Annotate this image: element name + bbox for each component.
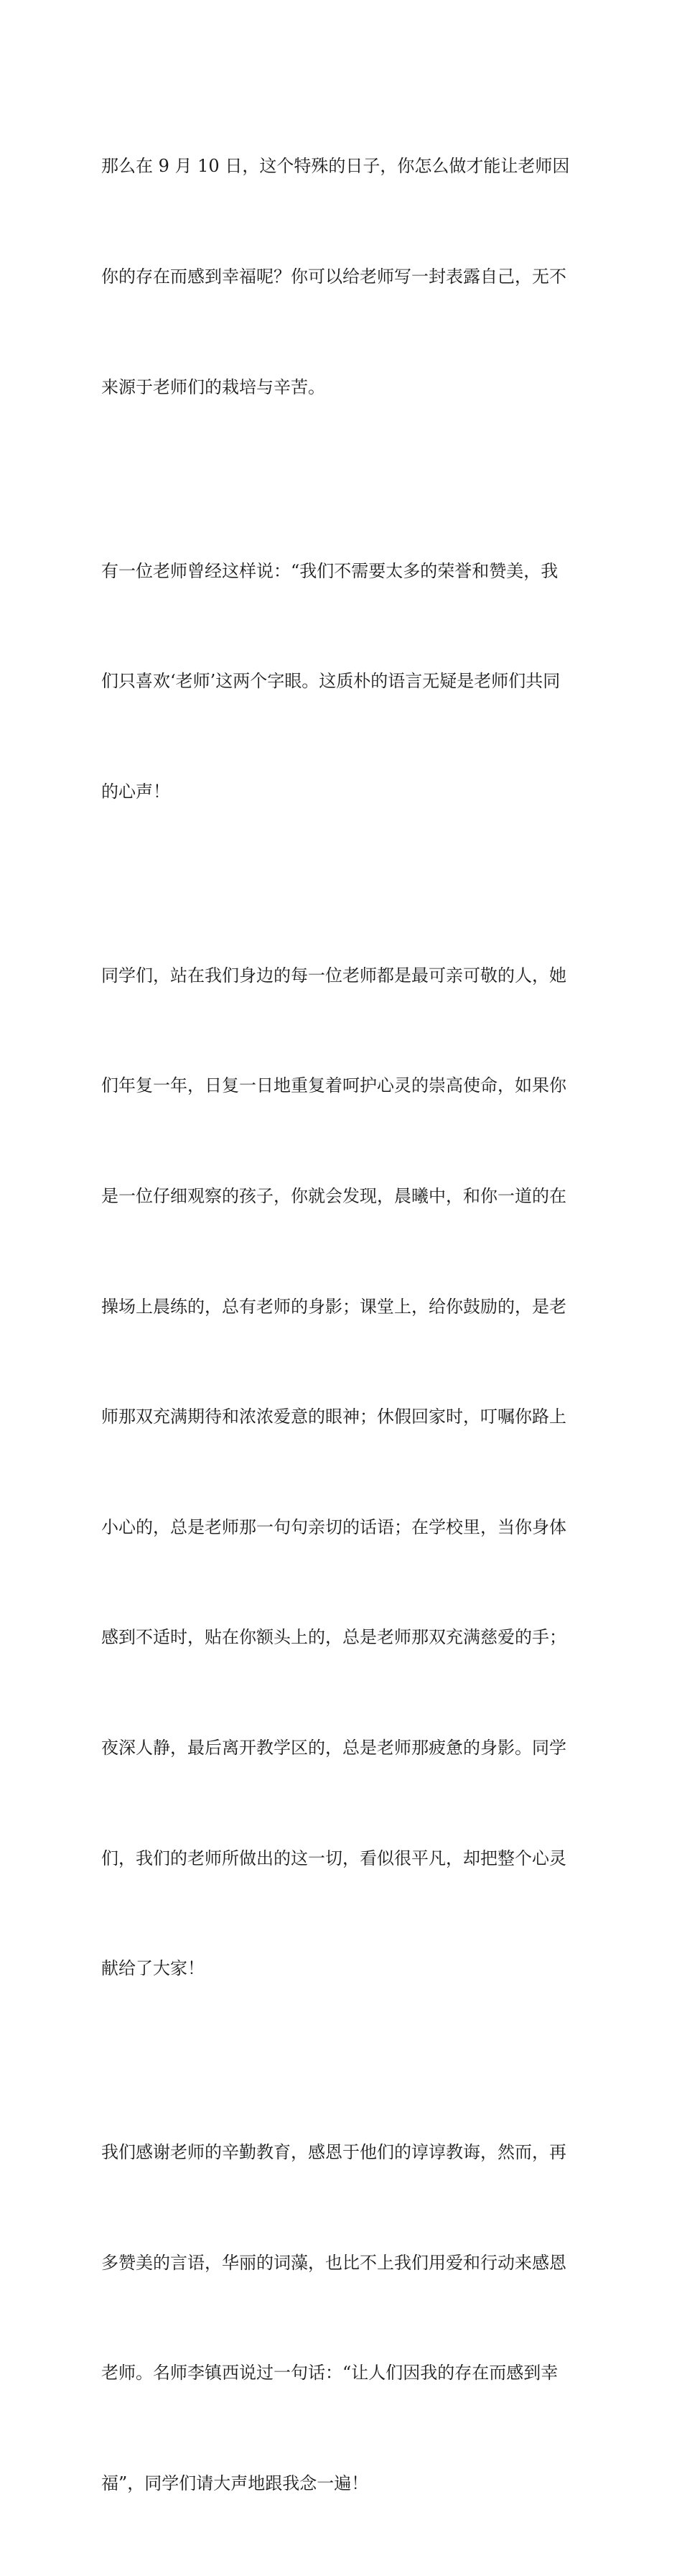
text-line: 操场上晨练的，总有老师的身影；课堂上，给你鼓励的，是老 xyxy=(101,1296,566,1317)
text-line: 献给了大家！ xyxy=(101,1958,205,1979)
paragraph-3 xyxy=(101,884,584,2060)
text-line: 们年复一年，日复一日地重复着呵护心灵的崇高使命，如果你 xyxy=(101,1075,566,1096)
paragraph-2 xyxy=(101,479,584,884)
text-line: 福”，同学们请大声地跟我念一遍！ xyxy=(101,2473,369,2493)
text-line: 们，我们的老师所做出的这一切，看似很平凡，却把整个心灵 xyxy=(101,1848,566,1868)
paragraph-4 xyxy=(101,2061,584,2576)
paragraph-1 xyxy=(101,75,584,479)
text-line: 们只喜欢‘老师’这两个字眼。这质朴的语言无疑是老师们共同 xyxy=(101,671,561,692)
text-line: 的心声！ xyxy=(101,781,170,802)
text-line: 小心的，总是老师那一句句亲切的话语；在学校里，当你身体 xyxy=(101,1516,566,1537)
text-line: 感到不适时，贴在你额头上的，总是老师那双充满慈爱的手； xyxy=(101,1627,566,1648)
text-line: 老师。名师李镇西说过一句话：“让人们因我的存在而感到幸 xyxy=(101,2363,559,2383)
text-line: 师那双充满期待和浓浓爱意的眼神；休假回家时，叮嘱你路上 xyxy=(101,1407,566,1427)
text-line: 夜深人静，最后离开教学区的，总是老师那疲惫的身影。同学 xyxy=(101,1737,566,1758)
text-line: 你的存在而感到幸福呢？你可以给老师写一封表露自己，无不 xyxy=(101,267,566,287)
text-line: 来源于老师们的栽培与辛苦。 xyxy=(101,376,325,397)
text-line: 我们感谢老师的辛勤教育，感恩于他们的谆谆教诲，然而，再 xyxy=(101,2142,566,2163)
text-line: 多赞美的言语，华丽的词藻，也比不上我们用爱和行动来感恩 xyxy=(101,2252,566,2273)
text-line: 有一位老师曾经这样说：“我们不需要太多的荣誉和赞美，我 xyxy=(101,560,559,581)
text-line: 是一位仔细观察的孩子，你就会发现，晨曦中，和你一道的在 xyxy=(101,1185,566,1206)
text-line: 同学们，站在我们身边的每一位老师都是最可亲可敬的人，她 xyxy=(101,965,566,986)
text-line: 那么在 9 月 10 日，这个特殊的日子，你怎么做才能让老师因 xyxy=(101,156,570,177)
document-body xyxy=(101,75,584,2576)
